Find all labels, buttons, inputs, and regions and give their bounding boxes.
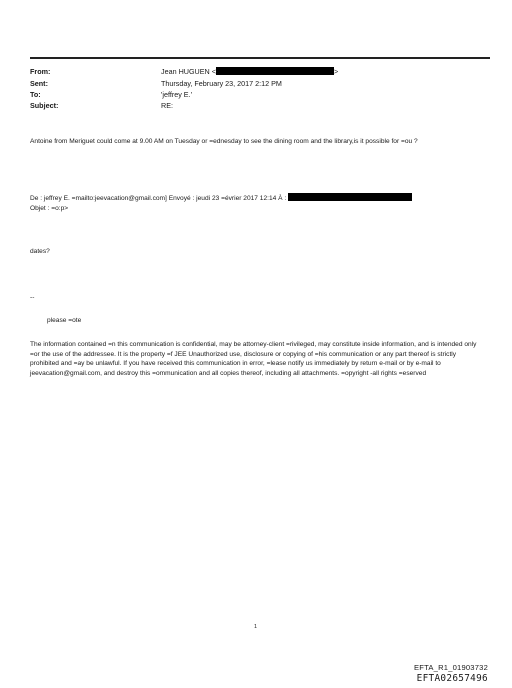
quoted-header xyxy=(30,193,490,214)
bates-stamp-2: EFTA02657496 xyxy=(416,673,488,684)
from-name: Jean HUGUEN < xyxy=(161,67,216,76)
message-body: Antoine from Meriguet could come at 9.00 AM on Tuesday or =ednesday to see the dining room and the library,is it possible for =ou ? xyxy=(30,138,418,145)
subject-value: RE: xyxy=(161,101,173,110)
quoted-header-line-1 xyxy=(30,193,490,204)
quoted-message: dates? xyxy=(30,248,50,255)
redaction-block xyxy=(288,193,412,201)
redaction-block xyxy=(216,67,334,75)
bates-stamp-1: EFTA_R1_01903732 xyxy=(414,663,488,672)
please-note-heading: please =ote xyxy=(47,317,82,324)
signature-separator: -- xyxy=(30,294,35,301)
quoted-header-line-2: Objet : =o:p> xyxy=(30,205,69,212)
quoted-from-text: De : jeffrey E. =mailto:jeevacation@gmail.com] Envoyé : jeudi 23 =évrier 2017 12:14 À : xyxy=(30,195,287,202)
subject-label: Subject: xyxy=(30,101,59,110)
sent-label: Sent: xyxy=(30,79,48,88)
from-suffix: > xyxy=(333,67,339,76)
to-label: To: xyxy=(30,90,41,99)
page-number: 1 xyxy=(254,624,258,630)
from-value xyxy=(161,67,338,77)
sent-value: Thursday, February 23, 2017 2:12 PM xyxy=(161,79,282,88)
confidentiality-disclaimer: The information contained =n this communication is confidential, may be attorney-client =rivileged, may constitute inside information, and is intended only =or the use of the addressee. It is the property =f JEE Unauthorized use, disclosure or copying of =his communication or any part thereof is strictly prohibited and =ay be unlawful. If you have received this communication in error, =lease notify us immediately by return e-mail or by e-mail to jeevacation@gmail.com, and destroy this =ommunication and all copies thereof, including all attachments. =opyright -all rights =eserved xyxy=(30,341,477,377)
from-label: From: xyxy=(30,67,51,76)
header-divider xyxy=(30,57,490,59)
to-value: 'jeffrey E.' xyxy=(161,90,192,99)
